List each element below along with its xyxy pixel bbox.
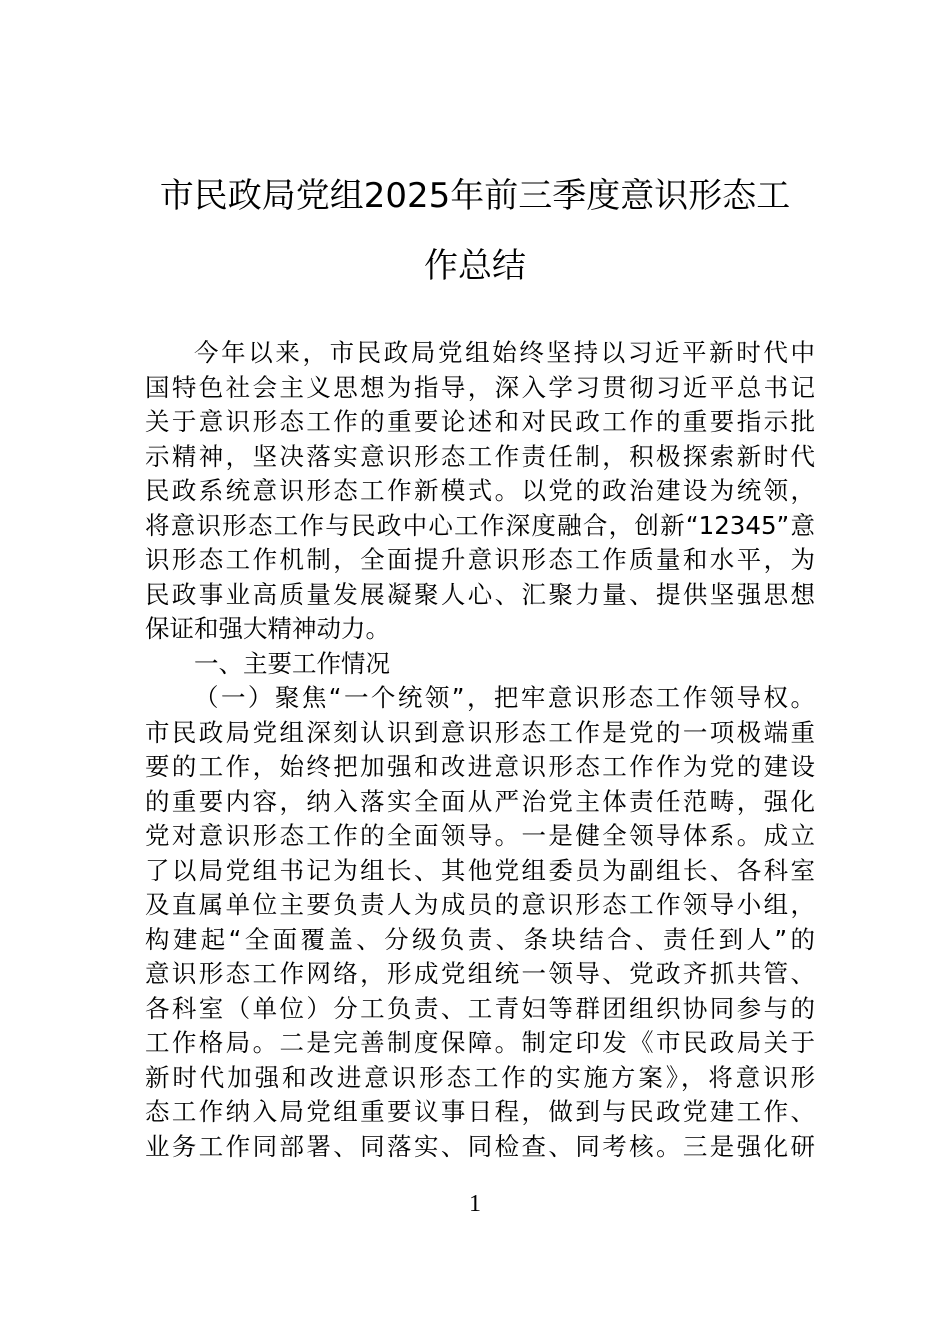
body-line: 党对意识形态工作的全面领导。一是健全领导体系。成立 [145, 821, 815, 850]
body-line: 示精神，坚决落实意识形态工作责任制，积极探索新时代 [145, 441, 815, 471]
body-line: 国特色社会主义思想为指导，深入学习贯彻习近平总书记 [145, 372, 815, 402]
body-line: 民政系统意识形态工作新模式。以党的政治建设为统领， [145, 476, 815, 505]
body-line: 识形态工作机制，全面提升意识形态工作质量和水平，为 [145, 545, 815, 574]
body-line: 今年以来，市民政局党组始终坚持以习近平新时代中 [194, 338, 815, 367]
document-title-line-1: 市民政局党组2025年前三季度意识形态工 [159, 176, 791, 216]
body-line: 各科室（单位）分工负责、工青妇等群团组织协同参与的 [145, 993, 815, 1023]
body-line: 业务工作同部署、同落实、同检查、同考核。三是强化研 [145, 1131, 815, 1161]
body-line: 及直属单位主要负责人为成员的意识形态工作领导小组， [145, 890, 815, 919]
body-line: 将意识形态工作与民政中心工作深度融合，创新“12345”意 [145, 510, 815, 540]
document-body [145, 336, 815, 1164]
body-line: 构建起“全面覆盖、分级负责、条块结合、责任到人”的 [145, 924, 815, 954]
body-line: 民政事业高质量发展凝聚人心、汇聚力量、提供坚强思想 [145, 579, 815, 609]
body-line: 保证和强大精神动力。 [145, 614, 390, 643]
body-line: 工作格局。二是完善制度保障。制定印发《市民政局关于 [145, 1028, 815, 1057]
body-line: 市民政局党组深刻认识到意识形态工作是党的一项极端重 [145, 717, 815, 747]
section-heading: 一、主要工作情况 [194, 648, 390, 678]
page-number: 1 [469, 1191, 481, 1217]
body-line: 新时代加强和改进意识形态工作的实施方案》，将意识形 [145, 1062, 815, 1092]
body-line: 关于意识形态工作的重要论述和对民政工作的重要指示批 [145, 407, 815, 436]
body-line: 要的工作，始终把加强和改进意识形态工作作为党的建设 [145, 752, 815, 781]
body-line: 了以局党组书记为组长、其他党组委员为副组长、各科室 [145, 855, 815, 885]
body-line: 态工作纳入局党组重要议事日程，做到与民政党建工作、 [145, 1097, 815, 1126]
body-line: 意识形态工作网络，形成党组统一领导、党政齐抓共管、 [145, 959, 815, 988]
body-line: 的重要内容，纳入落实全面从严治党主体责任范畴，强化 [145, 786, 815, 816]
subsection-heading: （一）聚焦“一个统领”，把牢意识形态工作领导权。 [194, 683, 815, 712]
document-title-line-2: 作总结 [424, 246, 526, 286]
